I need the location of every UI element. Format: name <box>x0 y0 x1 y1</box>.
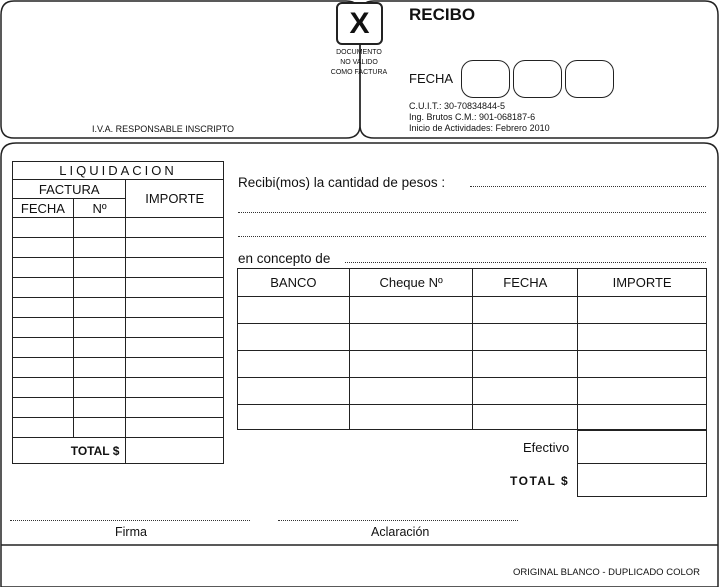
document-notice-line-3: COMO FACTURA <box>330 69 388 76</box>
fecha-cell[interactable] <box>13 278 74 298</box>
banco-cell[interactable] <box>238 378 350 405</box>
table-row <box>238 378 707 405</box>
cheque-cell[interactable] <box>349 351 473 378</box>
factura-fecha-header: FECHA <box>13 199 74 218</box>
table-row <box>13 278 224 298</box>
table-row <box>13 398 224 418</box>
numero-cell[interactable] <box>73 258 126 278</box>
banco-header: BANCO <box>238 269 350 297</box>
cheque-cell[interactable] <box>349 378 473 405</box>
banco-cell[interactable] <box>238 351 350 378</box>
table-row <box>13 338 224 358</box>
importe-cell[interactable] <box>126 218 224 238</box>
table-row <box>13 238 224 258</box>
banco-cell[interactable] <box>238 324 350 351</box>
payment-table <box>237 268 707 430</box>
cheque-cell[interactable] <box>349 297 473 324</box>
fecha-cell[interactable] <box>13 358 74 378</box>
banco-cell[interactable] <box>238 405 350 430</box>
copies-note: ORIGINAL BLANCO - DUPLICADO COLOR <box>512 567 700 578</box>
importe-cell[interactable] <box>126 398 224 418</box>
receipt-title: RECIBO <box>409 5 476 24</box>
amount-words-line-2[interactable] <box>238 200 706 213</box>
table-row <box>13 418 224 438</box>
importe-cell[interactable] <box>126 298 224 318</box>
importe-cell[interactable] <box>126 338 224 358</box>
importe-cell[interactable] <box>126 258 224 278</box>
importe-cell[interactable] <box>126 238 224 258</box>
liquidacion-total-value[interactable] <box>126 438 224 464</box>
table-row <box>13 358 224 378</box>
amount-words-line-3[interactable] <box>238 224 706 237</box>
importe-header: IMPORTE <box>578 269 707 297</box>
date-month-field[interactable] <box>513 60 562 98</box>
date-day-field[interactable] <box>461 60 510 98</box>
table-row <box>13 258 224 278</box>
numero-cell[interactable] <box>73 418 126 438</box>
factura-numero-header: Nº <box>73 199 126 218</box>
importe-cell[interactable] <box>126 278 224 298</box>
payment-total-field[interactable] <box>577 463 707 497</box>
table-row <box>13 298 224 318</box>
amount-words-line-1[interactable] <box>470 174 706 187</box>
table-row <box>238 351 707 378</box>
importe-header: IMPORTE <box>126 180 224 218</box>
liquidacion-table <box>12 161 224 464</box>
firma-label: Firma <box>115 525 147 539</box>
numero-cell[interactable] <box>73 238 126 258</box>
numero-cell[interactable] <box>73 338 126 358</box>
importe-cell[interactable] <box>578 378 707 405</box>
importe-cell[interactable] <box>126 358 224 378</box>
table-row <box>238 405 707 430</box>
document-notice <box>320 48 398 78</box>
table-row <box>13 218 224 238</box>
fecha-header: FECHA <box>473 269 578 297</box>
document-type-letter: X <box>349 7 370 40</box>
document-notice-line-2: NO VALIDO <box>340 59 378 66</box>
banco-cell[interactable] <box>238 297 350 324</box>
importe-cell[interactable] <box>126 418 224 438</box>
fecha-cell[interactable] <box>13 238 74 258</box>
numero-cell[interactable] <box>73 278 126 298</box>
factura-header: FACTURA <box>13 180 126 199</box>
document-notice-line-1: DOCUMENTO <box>336 49 382 56</box>
fecha-cell[interactable] <box>473 405 578 430</box>
payment-total-label: TOTAL $ <box>510 474 570 488</box>
importe-cell[interactable] <box>126 318 224 338</box>
table-row <box>13 318 224 338</box>
fecha-cell[interactable] <box>13 338 74 358</box>
fecha-cell[interactable] <box>13 298 74 318</box>
fecha-cell[interactable] <box>473 324 578 351</box>
company-info <box>409 101 550 134</box>
importe-cell[interactable] <box>126 378 224 398</box>
table-row <box>238 324 707 351</box>
numero-cell[interactable] <box>73 318 126 338</box>
liquidacion-total-label: TOTAL $ <box>13 438 126 464</box>
importe-cell[interactable] <box>578 405 707 430</box>
date-year-field[interactable] <box>565 60 614 98</box>
importe-cell[interactable] <box>578 324 707 351</box>
recibi-label: Recibi(mos) la cantidad de pesos : <box>238 175 446 190</box>
cheque-cell[interactable] <box>349 324 473 351</box>
fecha-cell[interactable] <box>473 297 578 324</box>
fecha-cell[interactable] <box>13 218 74 238</box>
aclaracion-label: Aclaración <box>371 525 430 539</box>
cheque-cell[interactable] <box>349 405 473 430</box>
importe-cell[interactable] <box>578 297 707 324</box>
efectivo-field[interactable] <box>577 430 707 464</box>
numero-cell[interactable] <box>73 298 126 318</box>
fecha-cell[interactable] <box>473 351 578 378</box>
fecha-cell[interactable] <box>13 258 74 278</box>
numero-cell[interactable] <box>73 218 126 238</box>
document-type-box <box>336 2 383 45</box>
cheque-header: Cheque Nº <box>349 269 473 297</box>
firma-line[interactable] <box>10 510 250 521</box>
concepto-label: en concepto de <box>238 251 331 266</box>
cuit-text: C.U.I.T.: 30-70834844-5 <box>409 101 506 111</box>
fecha-cell[interactable] <box>13 318 74 338</box>
ingresos-brutos-text: Ing. Brutos C.M.: 901-068187-6 <box>409 112 536 122</box>
aclaracion-line[interactable] <box>278 510 518 521</box>
inicio-actividades-text: Inicio de Actividades: Febrero 2010 <box>409 123 550 133</box>
fecha-cell[interactable] <box>473 378 578 405</box>
efectivo-label: Efectivo <box>523 440 570 455</box>
numero-cell[interactable] <box>73 378 126 398</box>
numero-cell[interactable] <box>73 398 126 418</box>
liquidacion-title: LIQUIDACION <box>13 162 224 180</box>
fecha-cell[interactable] <box>13 418 74 438</box>
importe-cell[interactable] <box>578 351 707 378</box>
table-row <box>238 297 707 324</box>
numero-cell[interactable] <box>73 358 126 378</box>
concepto-line[interactable] <box>345 250 706 263</box>
table-row <box>13 378 224 398</box>
fecha-label: FECHA <box>409 71 454 86</box>
iva-condition: I.V.A. RESPONSABLE INSCRIPTO <box>92 124 235 134</box>
fecha-cell[interactable] <box>13 398 74 418</box>
fecha-cell[interactable] <box>13 378 74 398</box>
